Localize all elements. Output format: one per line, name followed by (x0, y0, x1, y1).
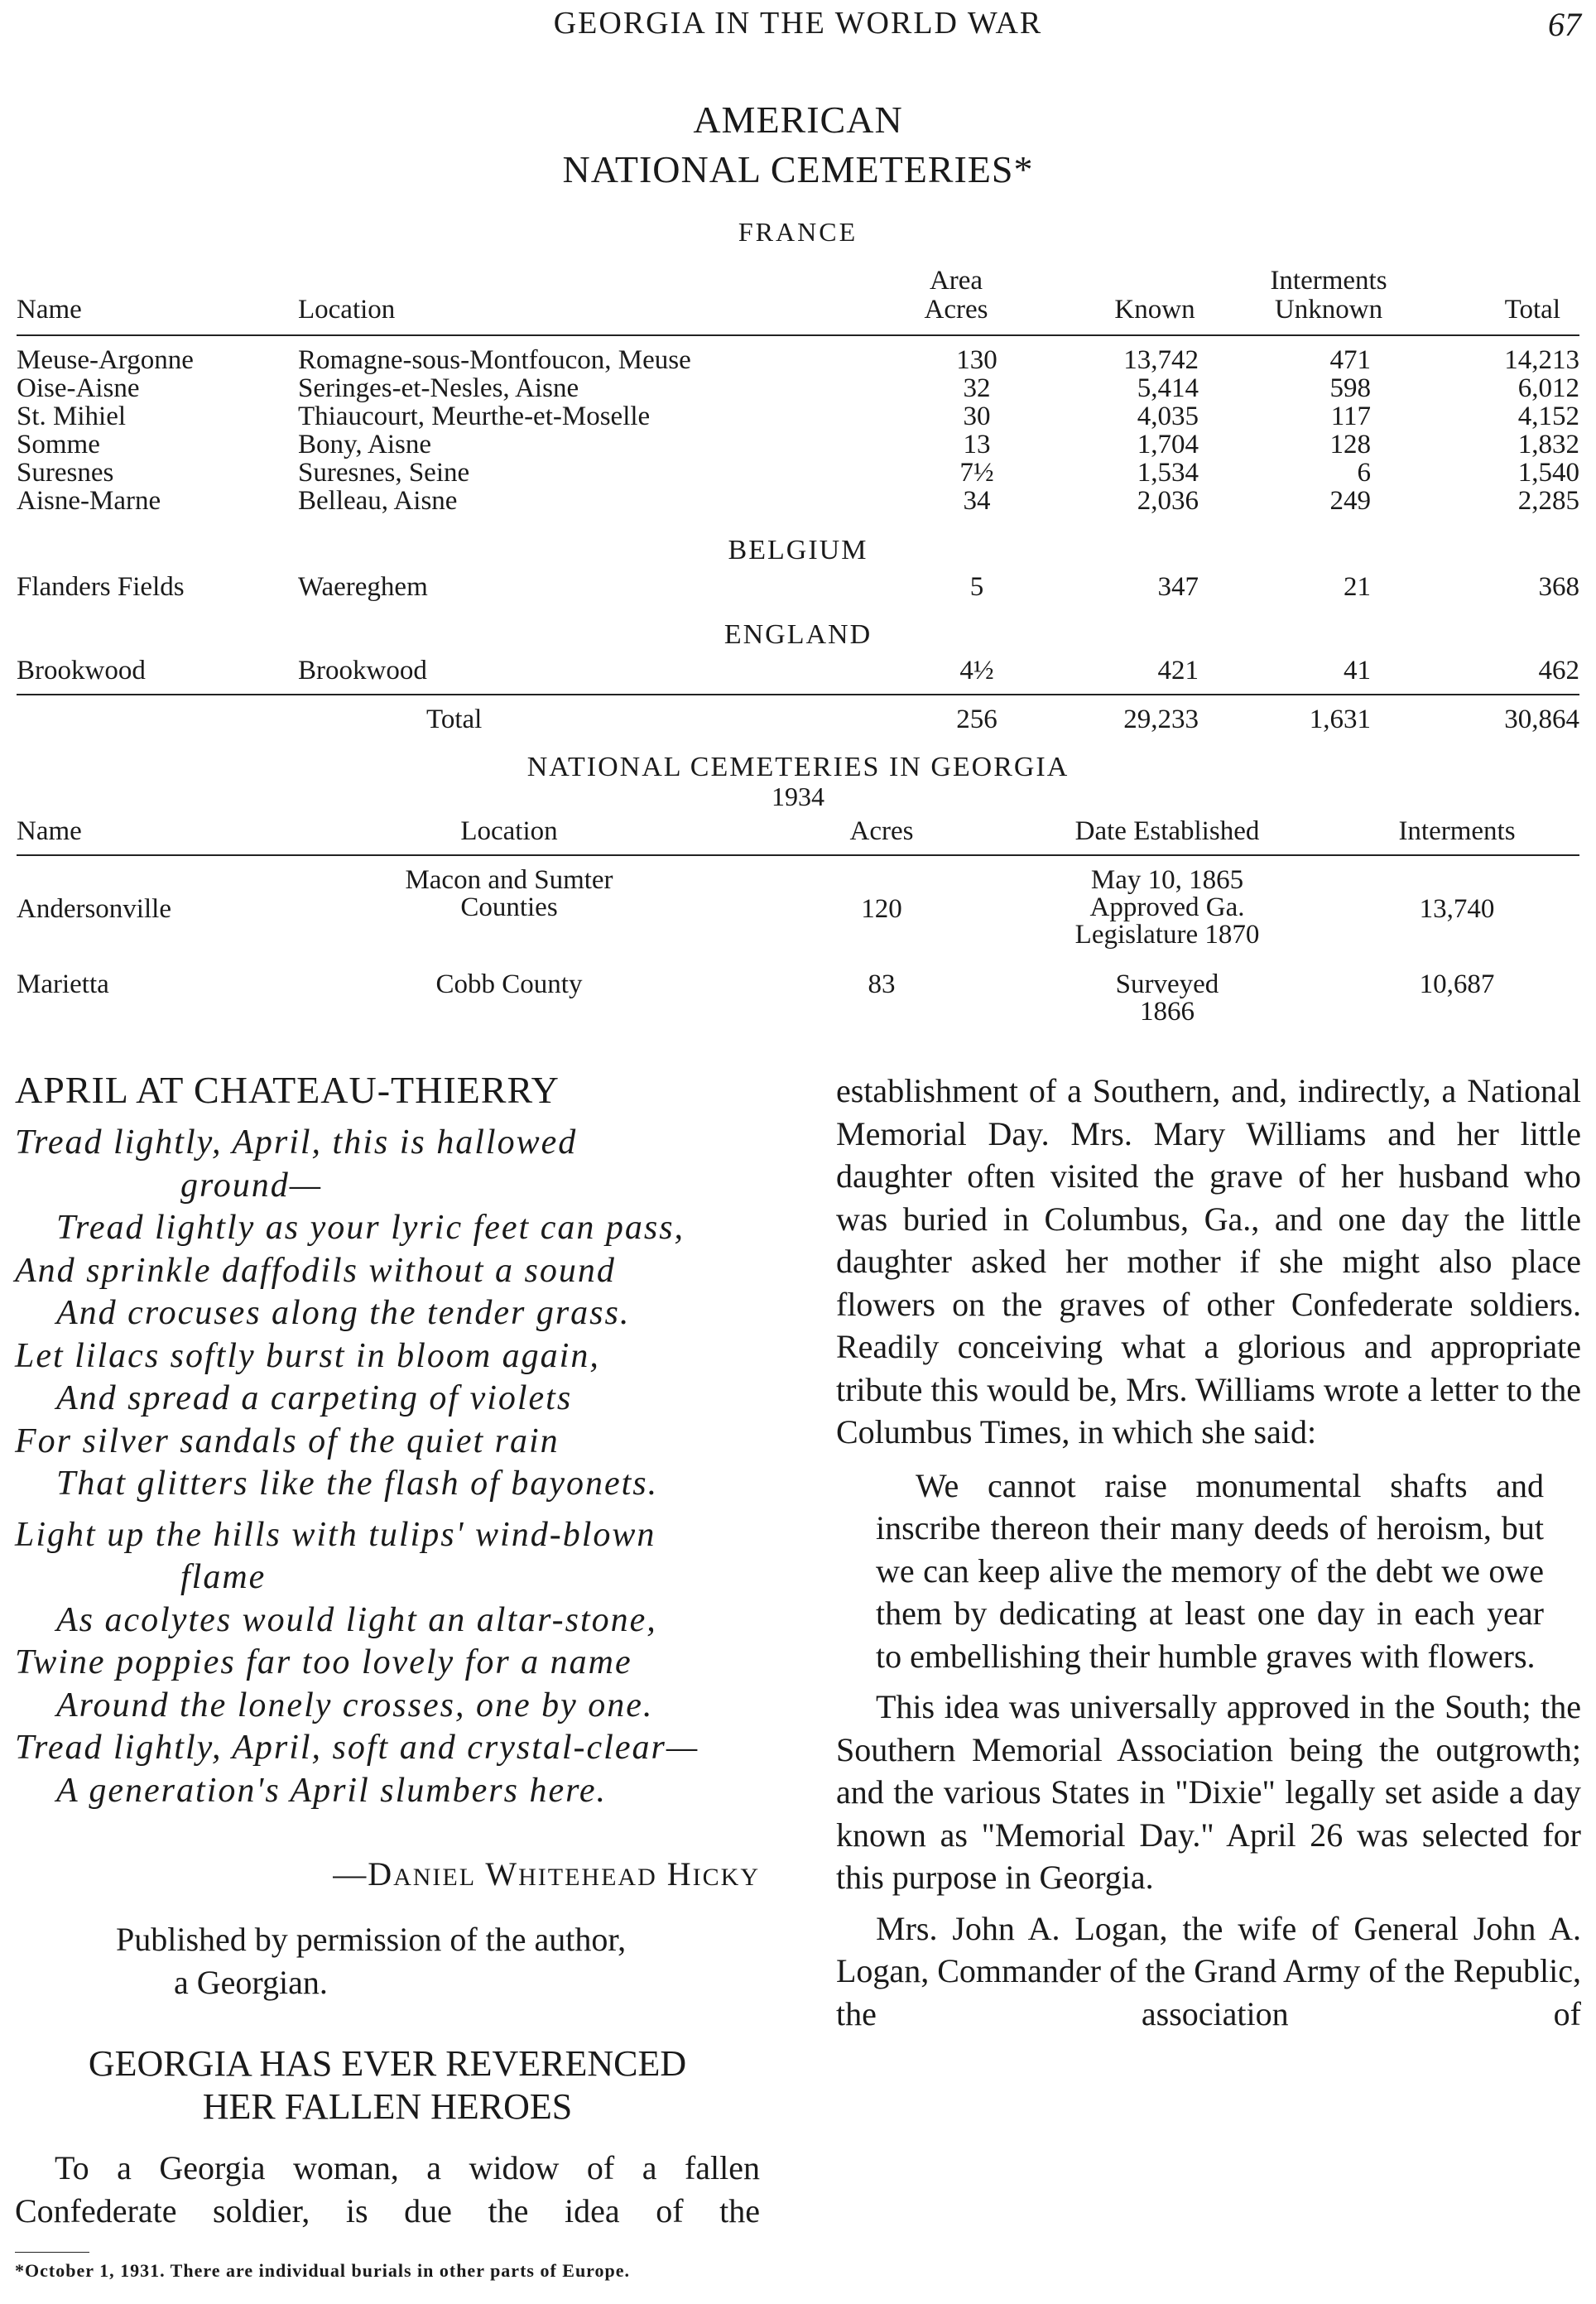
left-column (15, 1068, 760, 2229)
poem-line: Let lilacs softly burst in bloom again, (15, 1336, 600, 1375)
table-row: Somme Bony, Aisne 13 1,704 128 1,832 (17, 430, 1579, 459)
col-header-unknown: Unknown (1274, 295, 1383, 325)
poem-title: APRIL AT CHATEAU-THIERRY (15, 1069, 560, 1111)
article-paragraph: Mrs. John A. Logan, the wife of General John A. Logan, Commander of the Grand Army of the Republic, the association of (836, 1909, 1581, 2032)
col-header-interments: Interments (1270, 266, 1387, 296)
georgia-table-title: NATIONAL CEMETERIES IN GEORGIA (526, 752, 1070, 782)
poem-line: Twine poppies far too lovely for a name (15, 1643, 632, 1681)
article-paragraph: establishment of a Southern, and, indirectly, a National Memorial Day. Mrs. Mary Williams and her little daughter often visited the grave of her husband who was buried in Columbus, Ga., and one day the little daughter asked her mother if she might also place flowers on the graves of other Confederate soldiers. Readily conceiving what a glorious and appropriate tribute this would be, Mrs. Williams wrote a letter to the Columbus Times, in which she said: (836, 1072, 1581, 1450)
running-head: GEORGIA IN THE WORLD WAR (553, 6, 1043, 41)
page-number: 67 (1548, 6, 1581, 43)
poem-line: That glitters like the flash of bayonets. (56, 1465, 659, 1503)
right-column (836, 1070, 1581, 2035)
poem-author: —DANIEL WHITEHEAD HICKY (333, 1855, 760, 1893)
poem-line: ground— (180, 1166, 323, 1205)
article-paragraph: This idea was universally approved in the South; the Southern Memorial Association being the outgrowth; and the various States in "Dixie" legally set aside a day known as "Memorial Day." April 26 was selected for this purpose in Georgia. (836, 1688, 1581, 1896)
table-row: Suresnes Suresnes, Seine 7½ 1,534 6 1,540 (17, 458, 1579, 488)
table-row: Meuse-Argonne Romagne-sous-Montfoucon, Meuse 130 13,742 471 14,213 (17, 345, 1579, 375)
col-header-total: Total (1504, 295, 1560, 325)
poem-line: flame (180, 1558, 267, 1596)
poem-line: And spread a carpeting of violets (56, 1379, 573, 1417)
poem-line: For silver sandals of the quiet rain (15, 1421, 560, 1460)
table-row: Andersonville Macon and Sumter Counties 120 May 10, 1865 Approved Ga. Legislature 1870 13,740 (17, 865, 1495, 950)
poem-line: Tread lightly, April, soft and crystal-clear— (15, 1729, 699, 1767)
table-row: Oise-Aisne Seringes-et-Nesles, Aisne 32 5,414 598 6,012 (17, 373, 1579, 403)
table-header-rule (17, 854, 1579, 856)
article-title: GEORGIA HAS EVER REVERENCED HER FALLEN HEROES (88, 2043, 687, 2127)
footnote: *October 1, 1931. There are individual burials in other parts of Europe. (15, 2260, 631, 2281)
poem-line: Around the lonely crosses, one by one. (56, 1686, 654, 1724)
table-total-row: Total 256 29,233 1,631 30,864 (426, 705, 1579, 734)
col-header-known: Known (1114, 295, 1195, 325)
article-opening-paragraph: To a Georgia woman, a widow of a fallen Confederate soldier, is due the idea of the (15, 2149, 760, 2229)
col-header-acres: Acres (849, 816, 914, 846)
poem-line: Light up the hills with tulips' wind-blown (15, 1515, 656, 1554)
country-heading-belgium: BELGIUM (728, 535, 868, 565)
col-header-location: Location (298, 295, 396, 325)
table-row: Flanders Fields Waereghem 5 347 21 368 (17, 572, 1579, 602)
georgia-table-year: 1934 (772, 782, 824, 811)
col-header-acres: Acres (924, 295, 988, 325)
poem-line: And crocuses along the tender grass. (56, 1294, 631, 1332)
col-header-name: Name (17, 295, 82, 325)
col-header-date: Date Established (1074, 816, 1260, 846)
poem-body (15, 1122, 760, 1812)
poem-line: A generation's April slumbers here. (56, 1771, 608, 1810)
country-heading-france: FRANCE (738, 217, 858, 247)
permission-note: Published by permission of the author, a Georgian. (116, 1921, 627, 2001)
georgia-cemetery-table (0, 0, 1596, 1043)
poem-line: And sprinkle daffodils without a sound (15, 1251, 616, 1290)
stanza-break (15, 1506, 760, 1514)
overseas-title-line1: AMERICAN (693, 99, 903, 141)
table-row: Aisne-Marne Belleau, Aisne 34 2,036 249 2,285 (17, 486, 1579, 516)
poem-line: Tread lightly, April, this is hallowed (15, 1123, 578, 1162)
article-quote: We cannot raise monumental shafts and inscribe thereon their many deeds of heroism, but we can keep alive the memory of the debt we owe them by dedicating at least one day in each year to embellishing their humble graves with flowers. (876, 1466, 1544, 1675)
table-row: St. Mihiel Thiaucourt, Meurthe-et-Moselle 30 4,035 117 4,152 (17, 402, 1579, 431)
country-heading-england: ENGLAND (723, 619, 873, 650)
col-header-location: Location (460, 816, 558, 846)
col-header-area: Area (929, 266, 983, 296)
col-header-interments: Interments (1398, 816, 1516, 846)
overseas-title-line2: NATIONAL CEMETERIES* (562, 148, 1034, 190)
poem-line: Tread lightly as your lyric feet can pass, (56, 1209, 685, 1247)
poem-line: As acolytes would light an altar-stone, (56, 1600, 657, 1639)
table-row: Brookwood Brookwood 4½ 421 41 462 (17, 656, 1579, 685)
footnote-rule (15, 2252, 89, 2253)
table-row: Marietta Cobb County 83 Surveyed 1866 10,687 (17, 969, 1495, 1027)
col-header-name: Name (17, 816, 82, 846)
